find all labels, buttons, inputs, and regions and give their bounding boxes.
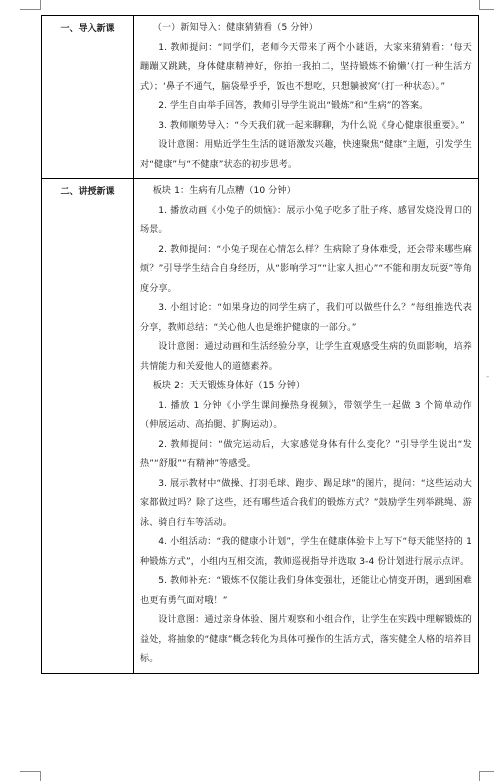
section-row-intro: [42, 16, 479, 179]
paragraph: 2. 教师提问：“小兔子现在心情怎么样？生病除了身体难受，还会带来哪些麻烦？”引导学生结合自身经历，从“影响学习”“让家人担心”“不能和朋友玩耍”等角度分享。: [140, 244, 472, 294]
section-content: [134, 16, 479, 179]
section-row-new-lesson: [42, 179, 479, 674]
crop-mark-top-right-h: [480, 9, 494, 10]
paragraph: 3. 教师顺势导入：“今天我们就一起来聊聊，为什么说《身心健康很重要》。”: [158, 120, 465, 131]
subheading: 板块 1：生病有几点糟（10 分钟）: [152, 186, 296, 196]
crop-mark-bottom-right-h: [480, 771, 494, 772]
paragraph: 2. 学生自由举手回答，教师引导学生说出“锻炼”和“生病”的答案。: [158, 101, 429, 111]
crop-mark-top-right-v: [479, 0, 480, 10]
subheading: 板块 2：天天锻炼身体好（15 分钟）: [152, 381, 306, 391]
design-intent: 设计意图：通过亲身体验、图片观察和小组合作，让学生在实践中理解锻炼的益处，将抽象的“健康”概念转化为具体可操作的生活方式，落实健全人格的培养目标。: [140, 615, 472, 664]
section-content: [134, 179, 479, 674]
paragraph: 2. 教师提问：“做完运动后，大家感觉身体有什么变化？”引导学生说出“发热”“舒服”“有精神”等感受。: [140, 439, 472, 469]
paragraph: 4. 小组活动：“我的健康小计划”，学生在健康体验卡上写下“每天能坚持的 1 种锻炼方式”，小组内互相交流，教师巡视指导并选取 3-4 份计划进行展示点评。: [140, 537, 472, 567]
design-intent: 设计意图：通过动画和生活经验分享，让学生直观感受生病的负面影响，培养共情能力和关爱他人的道德素养。: [140, 342, 472, 372]
paragraph: 5. 教师补充：“锻炼不仅能让我们身体变强壮，还能让心情变开朗，遇到困难也更有勇气面对哦！”: [140, 576, 472, 606]
paragraph: 3. 小组讨论：“如果身边的同学生病了，我们可以做些什么？”每组推选代表分享，教师总结：“关心他人也是维护健康的一部分。”: [140, 303, 472, 333]
crop-mark-bottom-left-v: [40, 771, 41, 781]
section-label: 一、导入新课: [42, 16, 134, 179]
crop-mark-top-left-h: [20, 9, 40, 10]
design-intent: 设计意图：用贴近学生生活的谜语激发兴趣，快速聚焦“健康”主题，引发学生对“健康”与“不健康”状态的初步思考。: [140, 140, 472, 170]
paragraph: 1. 播放 1 分钟《小学生课间操热身视频》，带领学生一起做 3 个简单动作（伸展运动、高抬腿、扩胸运动）。: [140, 400, 472, 430]
crop-mark-top-left-v: [40, 0, 41, 10]
lesson-plan-table: [41, 15, 479, 674]
paragraph: 1. 教师提问：“同学们，老师今天带来了两个小谜语，大家来猜猜看：‘每天蹦蹦又跳跳，身体健康精神好，你拍一我拍二，坚持锻炼不偷懒’（打一种生活方式）；‘鼻子不通气，脑袋晕乎乎，饭也不想吃，只想躺被窝’（打一种状态）。”: [140, 42, 472, 92]
crop-mark-bottom-right-v: [479, 771, 480, 781]
paragraph: 1. 播放动画《小兔子的烦恼》：展示小兔子吃多了肚子疼、感冒发烧没胃口的场景。: [140, 205, 472, 235]
paragraph: 3. 展示教材中“做操、打羽毛球、跑步、踢足球”的图片，提问：“这些运动大家都做过吗？除了这些，还有哪些适合我们的锻炼方式？”鼓励学生列举跳绳、游泳、骑自行车等活动。: [140, 478, 472, 528]
crop-mark-bottom-left-h: [20, 771, 40, 772]
subheading: （一）新知导入：健康猜猜看（5 分钟）: [152, 23, 318, 33]
side-margin-mark: -: [486, 372, 490, 382]
section-label: 二、讲授新课: [42, 179, 134, 674]
